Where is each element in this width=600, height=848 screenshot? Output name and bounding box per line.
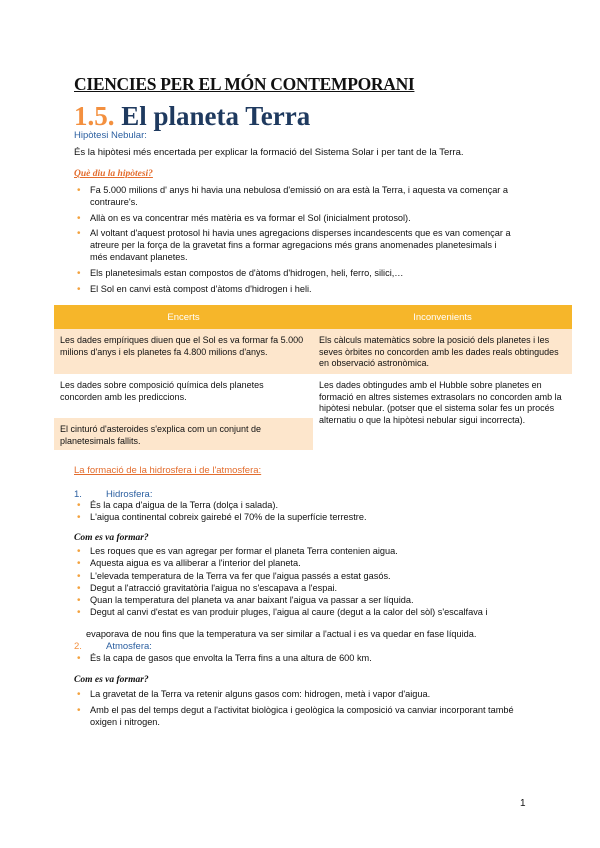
- list-item: • Aquesta aigua es va alliberar a l'interior del planeta.: [77, 558, 301, 570]
- section-title: El planeta Terra: [121, 101, 311, 131]
- atmosphere-bullet-list: [74, 653, 514, 665]
- table-cell: Les dades empíriques diuen que el Sol es va formar fa 5.000 milions d'anys i els planetes fa 4.800 milions d'anys.: [54, 329, 313, 374]
- bullet-icon: •: [77, 212, 81, 224]
- bullet-icon: •: [77, 546, 81, 557]
- hydrosphere-bullet-list: [74, 500, 514, 525]
- list-item: • Els planetesimals estan compostos de d'àtoms d'hidrogen, heli, ferro, silici,…: [77, 267, 404, 279]
- bullet-icon: •: [77, 704, 81, 716]
- bullet-icon: •: [77, 283, 81, 295]
- table-body: [54, 329, 572, 450]
- page-number: 1: [520, 798, 526, 809]
- item-number: 1.: [74, 489, 82, 500]
- bullet-icon: •: [77, 607, 81, 619]
- bullet-icon: •: [77, 689, 81, 700]
- list-item: • Les roques que es van agregar per formar el planeta Terra contenien aigua.: [77, 546, 398, 557]
- list-item: • El Sol en canvi està compost d'àtoms d'hidrogen i heli.: [77, 283, 312, 295]
- table-cell: El cinturó d'asteroides s'explica com un conjunt de planetesimals fallits.: [54, 418, 313, 450]
- page-title: [74, 98, 310, 134]
- list-item: • La gravetat de la Terra va retenir alguns gasos com: hidrogen, metà i vapor d'aigua.: [77, 689, 431, 700]
- list-item: • L'aigua continental cobreix gairebé el 70% de la superfície terrestre.: [77, 512, 367, 524]
- atmosphere-formation-list: [74, 689, 514, 732]
- bullet-icon: •: [77, 185, 81, 196]
- course-title: CIENCIES PER EL MÓN CONTEMPORANI: [74, 74, 415, 94]
- table-header: [54, 305, 572, 329]
- pros-cons-table: [54, 305, 572, 450]
- list-item: • És la capa de gasos que envolta la Terra fins a una altura de 600 km.: [77, 653, 372, 664]
- list-item: • L'elevada temperatura de la Terra va fer que l'aigua passés a estat gasós.: [77, 570, 391, 582]
- item-number: 2.: [74, 641, 82, 652]
- table-header-encerts: Encerts: [167, 311, 200, 323]
- bullet-icon: •: [77, 228, 81, 240]
- list-item: • Quan la temperatura del planeta va anar baixant l'aigua va passar a ser líquida.: [77, 595, 414, 607]
- nebular-bullet-list: [74, 185, 514, 299]
- list-item: • Degut al canvi d'estat es van produir pluges, l'aigua al caure (degut a la calor del sòl) s'escalfava i: [77, 607, 488, 619]
- hydrosphere-formation-list: [74, 546, 514, 620]
- bullet-icon: •: [77, 595, 81, 607]
- table-column-encerts: [54, 329, 313, 450]
- nebular-intro: És la hipòtesi més encertada per explicar la formació del Sistema Solar i per tant de la Terra.: [74, 147, 464, 158]
- bullet-icon: •: [77, 512, 81, 524]
- list-item: • Amb el pas del temps degut a l'activitat biològica i geològica la composició va canviar incorporant també oxigen i nitrogen.: [77, 704, 514, 727]
- hydro-atmos-heading: La formació de la hidrosfera i de l'atmosfera:: [74, 465, 262, 476]
- bullet-icon: •: [77, 500, 81, 511]
- bullet-icon: •: [77, 570, 81, 582]
- nebular-heading: Hipòtesi Nebular:: [74, 130, 147, 141]
- bullet-icon: •: [77, 267, 81, 279]
- how-formed-heading: Com es va formar?: [74, 533, 149, 543]
- section-number: 1.5.: [74, 101, 115, 131]
- how-formed-heading-2: Com es va formar?: [74, 675, 149, 685]
- bullet-icon: •: [77, 653, 81, 664]
- bullet-icon: •: [77, 558, 81, 570]
- list-item: • Allà on es va concentrar més matèria es va formar el Sol (inicialment protosol).: [77, 212, 411, 224]
- continuation-line: evaporava de nou fins que la temperatura va ser similar a l'actual i es va quedar en fase líquida.: [86, 629, 477, 639]
- hydrosphere-heading: 1. Hidrosfera:: [74, 489, 153, 500]
- table-column-inconvenients: [313, 329, 572, 450]
- table-header-inconvenients: Inconvenients: [413, 311, 472, 323]
- table-cell: Els càlculs matemàtics sobre la posició dels planetes i les seves òrbites no concorden amb les dades reals obtingudes en observació astronòmica.: [313, 329, 572, 374]
- atmosphere-heading: 2. Atmosfera:: [74, 641, 152, 652]
- table-cell: Les dades obtingudes amb el Hubble sobre planetes en formació en altres sistemes extrasolars no concorden amb la hipòtesi nebular. (potser que el sistema solar fes un procés alternatiu o que la hipòtesi nebular sigui incorrecta).: [319, 380, 562, 425]
- list-item: • Al voltant d'aquest protosol hi havia unes agregacions disperses incandescents que es van començar a atreure per la força de la gravetat fins a formar agregacions més grans anomenades planetesimals i més endavant planetes.: [77, 228, 511, 262]
- nebular-question: Què diu la hipòtesi?: [74, 169, 153, 179]
- table-cell: Les dades sobre composició química dels planetes concorden amb les prediccions.: [60, 380, 264, 402]
- list-item: • Degut a l'atracció gravitatòria l'aigua no s'escapava a l'espai.: [77, 582, 338, 594]
- list-item: • Fa 5.000 milions d' anys hi havia una nebulosa d'emissió on ara està la Terra, i aquesta va començar a contraure's.: [77, 185, 509, 207]
- bullet-icon: •: [77, 582, 81, 594]
- list-item: • És la capa d'aigua de la Terra (dolça i salada).: [77, 500, 278, 511]
